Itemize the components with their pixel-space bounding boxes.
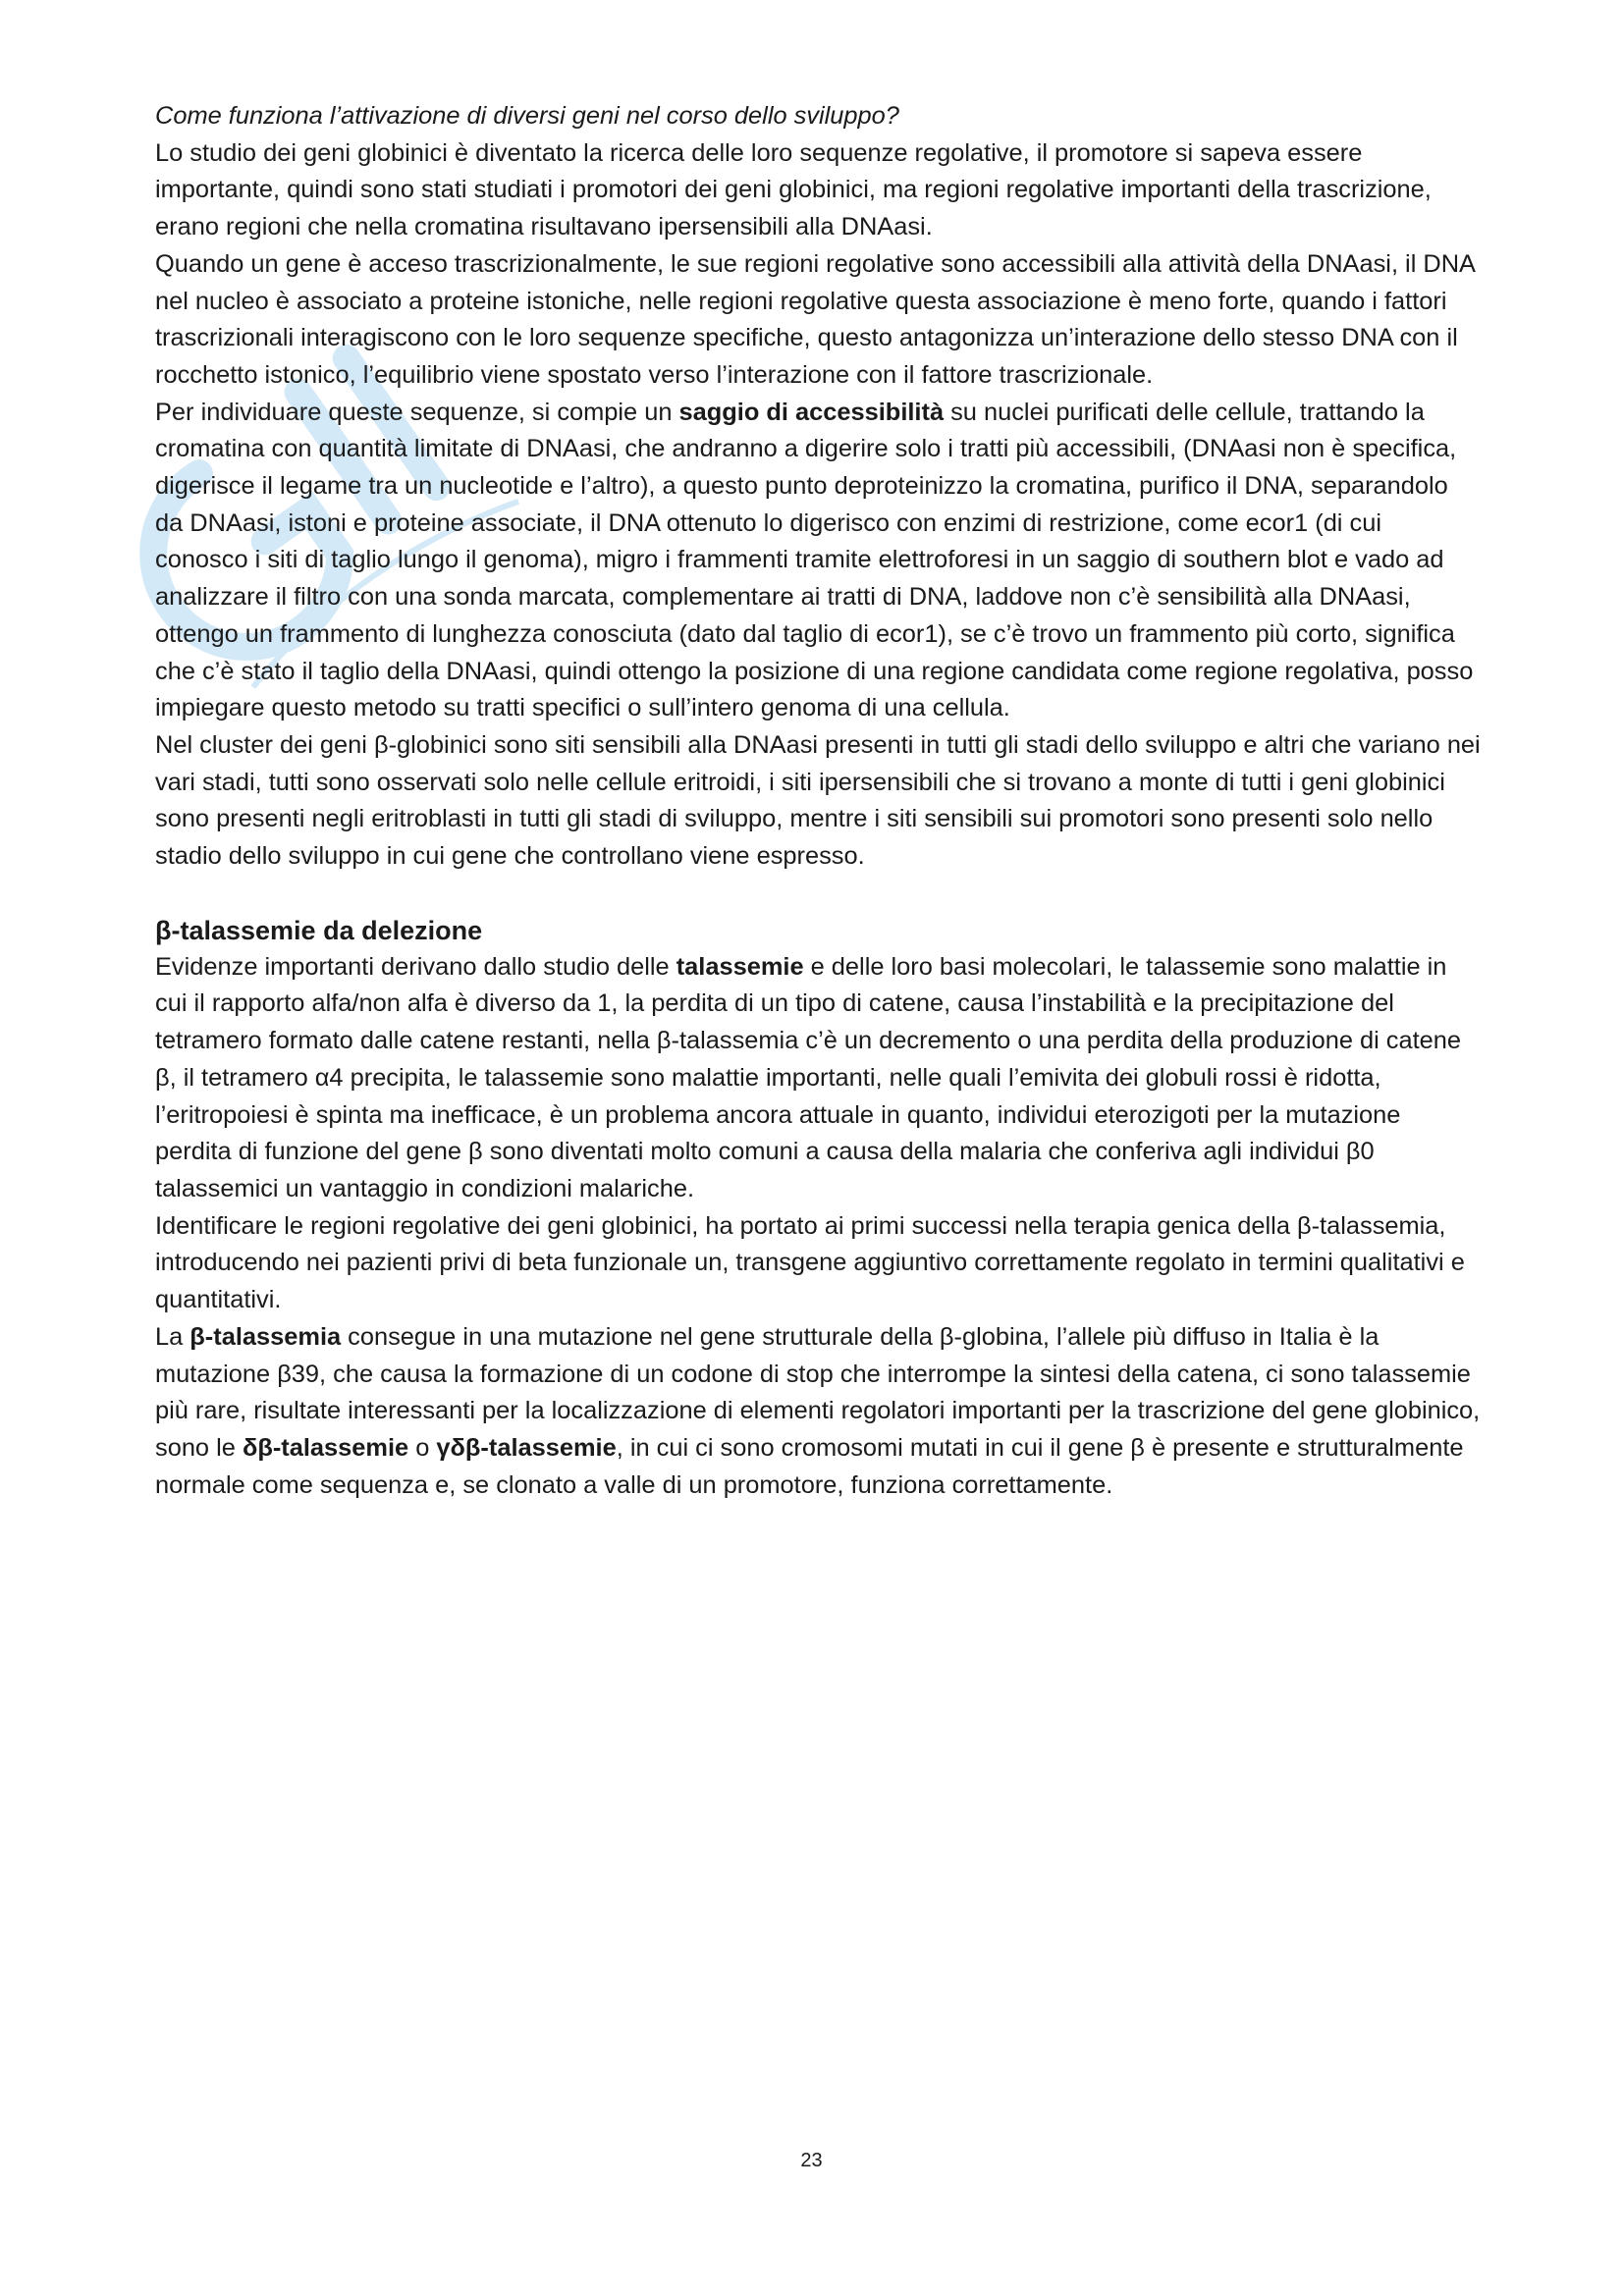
bold-term: β-talassemia: [189, 1322, 342, 1351]
paragraph: Quando un gene è acceso trascrizionalmente, le sue regioni regolative sono accessibili alla attività della DNAasi, il DNA nel nucleo è associato a proteine istoniche, nelle regioni regolative questa associazione è meno forte, quando i fattori trascrizionali interagiscono con le loro sequenze specifiche, questo antagonizza un’interazione dello stesso DNA con il rocchetto istonico, l’equilibrio viene spostato verso l’interazione con il fattore trascrizionale.: [155, 249, 1475, 389]
paragraph-text: Evidenze importanti derivano dallo studio delle: [155, 952, 676, 981]
paragraph: [155, 395, 1481, 727]
paragraph: Lo studio dei geni globinici è diventato la ricerca delle loro sequenze regolative, il promotore si sapeva essere importante, quindi sono stati studiati i promotori dei geni globinici, ma regioni regolative importanti della trascrizione, erano regioni che nella cromatina risultavano ipersensibili alla DNAasi.: [155, 138, 1432, 241]
paragraph-text: consegue in una mutazione nel gene strutturale della β-globina, l’allele più diffuso in Italia è la mutazione β39, che causa la formazione di un codone di stop che interrompe la sintesi della catena, ci sono talassemie più rare, risultate interessanti per la localizzazione di elementi regolatori importanti per la trascrizione del gene globinico, sono le: [155, 1322, 1481, 1462]
paragraph-text: Per individuare queste sequenze, si compie un: [155, 398, 679, 426]
section-question: Come funziona l’attivazione di diversi geni nel corso dello sviluppo?: [155, 102, 899, 130]
bold-term: saggio di accessibilità: [678, 398, 945, 426]
page-body: [155, 98, 1481, 1504]
paragraph: Nel cluster dei geni β-globinici sono siti sensibili alla DNAasi presenti in tutti gli stadi dello sviluppo e altri che variano nei vari stadi, tutti sono osservati solo nelle cellule eritroidi, i siti ipersensibili che si trovano a monte di tutti i geni globinici sono presenti negli eritroblasti in tutti gli stadi di sviluppo, mentre i siti sensibili sui promotori sono presenti solo nello stadio dello sviluppo in cui gene che controllano viene espresso.: [155, 730, 1481, 871]
paragraph: [155, 949, 1481, 1208]
paragraph: Identificare le regioni regolative dei geni globinici, ha portato ai primi successi nella terapia genica della β-talassemia, introducendo nei pazienti privi di beta funzionale un, transgene aggiuntivo correttamente regolato in termini qualitativi e quantitativi.: [155, 1211, 1465, 1314]
bold-term: talassemie: [676, 952, 804, 981]
paragraph-text: su nuclei purificati delle cellule, trattando la cromatina con quantità limitate di DNAasi, che andranno a digerire solo i tratti più accessibili, (DNAasi non è specifica, digerisce il legame tra un nucleotide e l’altro), a questo punto deproteinizzo la cromatina, purifico il DNA, separandolo da DNAasi, istoni e proteine associate, il DNA ottenuto lo digerisco con enzimi di restrizione, come ecor1 (di cui conosco i siti di taglio lungo il genoma), migro i frammenti tramite elettroforesi in un saggio di southern blot e vado ad analizzare il filtro con una sonda marcata, complementare ai tratti di DNA, laddove non c’è sensibilità alla DNAasi, ottengo un frammento di lunghezza conosciuta (dato dal taglio di ecor1), se c’è trovo un frammento più corto, significa che c’è stato il taglio della DNAasi, quindi ottengo la posizione di una regione candidata come regione regolativa, posso impiegare questo metodo su tratti specifici o sull’intero genoma di una cellula.: [155, 398, 1474, 722]
bold-term: γδβ-talassemie: [436, 1433, 617, 1462]
paragraph-text: La: [155, 1322, 190, 1351]
spacer: [155, 876, 1481, 912]
section-heading: β-talassemie da delezione: [155, 915, 483, 945]
paragraph: [155, 1319, 1481, 1505]
bold-term: δβ-talassemie: [242, 1433, 409, 1462]
paragraph-text: e delle loro basi molecolari, le talassemie sono malattie in cui il rapporto alfa/non alfa è diverso da 1, la perdita di un tipo di catene, causa l’instabilità e la precipitazione del tetramero formato dalle catene restanti, nella β-talassemia c’è un decremento o una perdita della produzione di catene β, il tetramero α4 precipita, le talassemie sono malattie importanti, nelle quali l’emivita dei globuli rossi è ridotta, l’eritropoiesi è spinta ma inefficace, è un problema ancora attuale in quanto, individui eterozigoti per la mutazione perdita di funzione del gene β sono diventati molto comuni a causa della malaria che conferiva agli individui β0 talassemici un vantaggio in condizioni malariche.: [155, 952, 1462, 1202]
paragraph-text: , in cui ci sono cromosomi mutati in cui il gene β è presente e strutturalmente normale come sequenza e, se clonato a valle di un promotore, funziona correttamente.: [155, 1433, 1464, 1499]
paragraph-text: o: [408, 1433, 437, 1462]
page-number: 23: [800, 2150, 823, 2171]
